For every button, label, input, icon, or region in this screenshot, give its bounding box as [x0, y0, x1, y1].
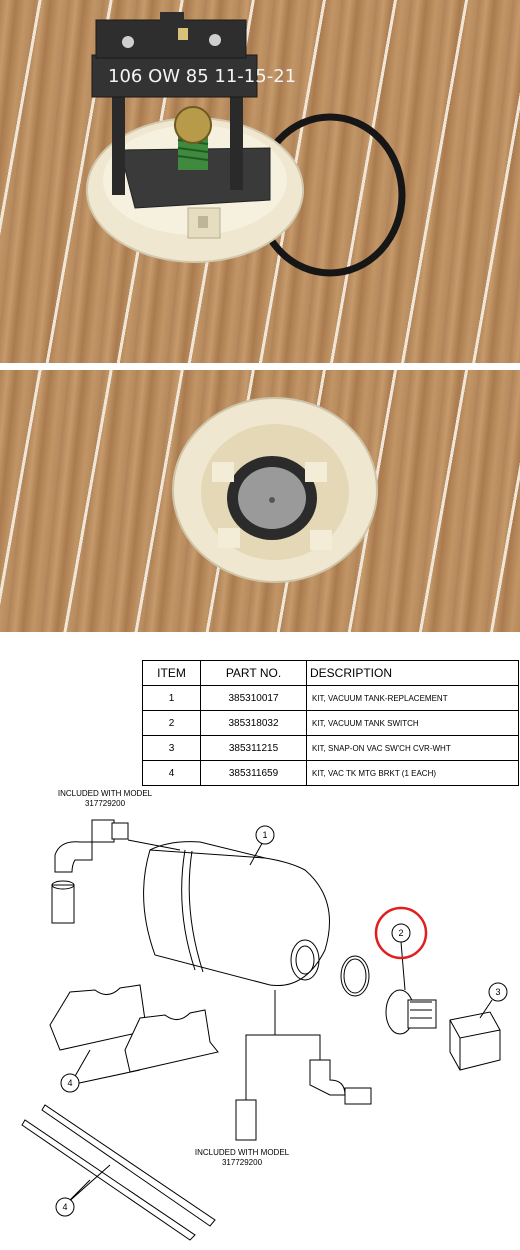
header-description: DESCRIPTION [307, 661, 519, 686]
included-note-bottom-line1: INCLUDED WITH MODEL [194, 1148, 290, 1157]
mounting-straps-part [22, 1105, 215, 1240]
callout-2-label: 2 [398, 928, 404, 938]
included-note-top-line2: 317729200 [84, 799, 126, 808]
row-part-no: 385311215 [201, 736, 307, 761]
o-ring-part [341, 956, 369, 996]
callout-4-label: 4 [62, 1202, 68, 1212]
cap-underside-illustration [0, 370, 520, 632]
mounting-bracket-part [50, 985, 218, 1072]
switch-assembly-illustration [0, 0, 520, 363]
row-item: 2 [143, 711, 201, 736]
vacuum-switch-part [386, 990, 436, 1034]
included-note-bottom-line2: 317729200 [221, 1158, 263, 1167]
row-part-no: 385318032 [201, 711, 307, 736]
row-item: 3 [143, 736, 201, 761]
row-description: KIT, SNAP-ON VAC SW'CH CVR-WHT [307, 736, 519, 761]
fitting-elbow-top [52, 820, 128, 923]
table-row [143, 736, 519, 761]
included-note-top-line1: INCLUDED WITH MODEL [57, 789, 153, 798]
header-part-no: PART NO. [201, 661, 307, 686]
switch-cover-part [450, 1012, 500, 1070]
brass-nut [175, 107, 211, 143]
callout-1-label: 1 [262, 830, 268, 840]
row-description: KIT, VACUUM TANK-REPLACEMENT [307, 686, 519, 711]
callout-4-label: 4 [67, 1078, 73, 1088]
row-description: KIT, VAC TK MTG BRKT (1 EACH) [307, 761, 519, 786]
fitting-elbow-bottom [236, 1060, 371, 1140]
table-header-row [143, 661, 519, 686]
parts-table [142, 660, 519, 786]
row-item: 4 [143, 761, 201, 786]
switch-assembly-photo [0, 0, 520, 363]
exploded-parts-diagram [0, 780, 520, 1250]
handwritten-note: 106 OW 85 11-15-21 [108, 66, 297, 87]
cap-underside-photo [0, 370, 520, 632]
callout-3-label: 3 [495, 987, 501, 997]
row-description: KIT, VACUUM TANK SWITCH [307, 711, 519, 736]
row-part-no: 385310017 [201, 686, 307, 711]
vacuum-tank [144, 842, 330, 986]
table-row [143, 686, 519, 711]
header-item: ITEM [143, 661, 201, 686]
row-item: 1 [143, 686, 201, 711]
table-row [143, 711, 519, 736]
row-part-no: 385311659 [201, 761, 307, 786]
